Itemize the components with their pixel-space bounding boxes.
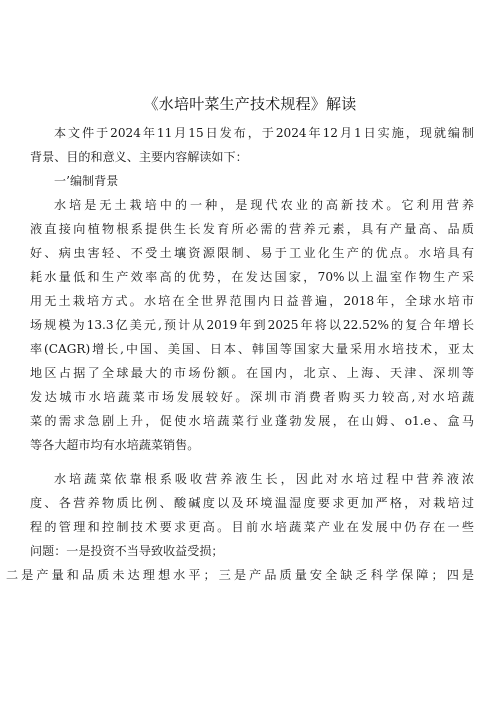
text-line: 场规模为13.3亿美元,预计从2019年到2025年将以22.52%的复合年增长 bbox=[30, 318, 474, 332]
text-line: 用无土栽培方式。水培在全世界范围内日益普遍，2018年，全球水培市 bbox=[30, 294, 474, 308]
text-line: 菜的需求急剧上升，促使水培蔬菜行业蓬勃发展，在山姆、o1.e、盒马 bbox=[30, 414, 474, 428]
text-line: 发达城市水培蔬菜市场发展较好。深圳市消费者购买力较高,对水培蔬 bbox=[30, 390, 474, 404]
text-line: 背景、目的和意义、主要内容解读如下： bbox=[30, 150, 248, 164]
document-body bbox=[6, 121, 474, 587]
text-line: 等各大超市均有水培蔬菜销售。 bbox=[30, 438, 200, 452]
paragraph-background-1 bbox=[30, 193, 474, 457]
text-line: 水培是无土栽培中的一种，是现代农业的高新技术。它利用营养 bbox=[54, 198, 474, 212]
paragraph-background-2 bbox=[6, 467, 474, 587]
text-line: 程的管理和控制技术要求更高。目前水培蔬菜产业在发展中仍存在一些 bbox=[30, 520, 474, 534]
text-line: 地区占据了全球最大的市场份额。在国内，北京、上海、天津、深圳等 bbox=[30, 366, 474, 380]
text-line: 好、病虫害轻、不受土壤资源限制、易于工业化生产的优点。水培具有 bbox=[30, 246, 474, 260]
text-line: 水培蔬菜依靠根系吸收营养液生长，因此对水培过程中营养液浓 bbox=[54, 472, 474, 486]
text-line: 问题：一是投资不当导致收益受损； bbox=[30, 544, 224, 558]
text-line: 度、各营养物质比例、酸碱度以及环境温湿度要求更加严格，对栽培过 bbox=[30, 496, 474, 510]
section-heading bbox=[30, 169, 474, 193]
document-title: 《水培叶菜生产技术规程》解读 bbox=[143, 95, 357, 113]
section-heading-text: 一’编制背景 bbox=[54, 174, 119, 188]
text-line: 率(CAGR)增长,中国、美国、日本、韩国等国家大量采用水培技术，亚太 bbox=[30, 342, 474, 356]
paragraph-gap bbox=[30, 457, 474, 467]
text-line: 液直接向植物根系提供生长发育所必需的营养元素，具有产量高、品质 bbox=[30, 222, 474, 236]
text-line: 本文件于2024年11月15日发布，于2024年12月1日实施，现就编制 bbox=[54, 126, 474, 140]
text-line: 二是产量和品质未达理想水平；三是产品质量安全缺乏科学保障；四是 bbox=[6, 568, 474, 582]
paragraph-intro bbox=[30, 121, 474, 169]
text-line: 耗水量低和生产效率高的优势，在发达国家，70%以上温室作物生产采 bbox=[30, 270, 474, 284]
